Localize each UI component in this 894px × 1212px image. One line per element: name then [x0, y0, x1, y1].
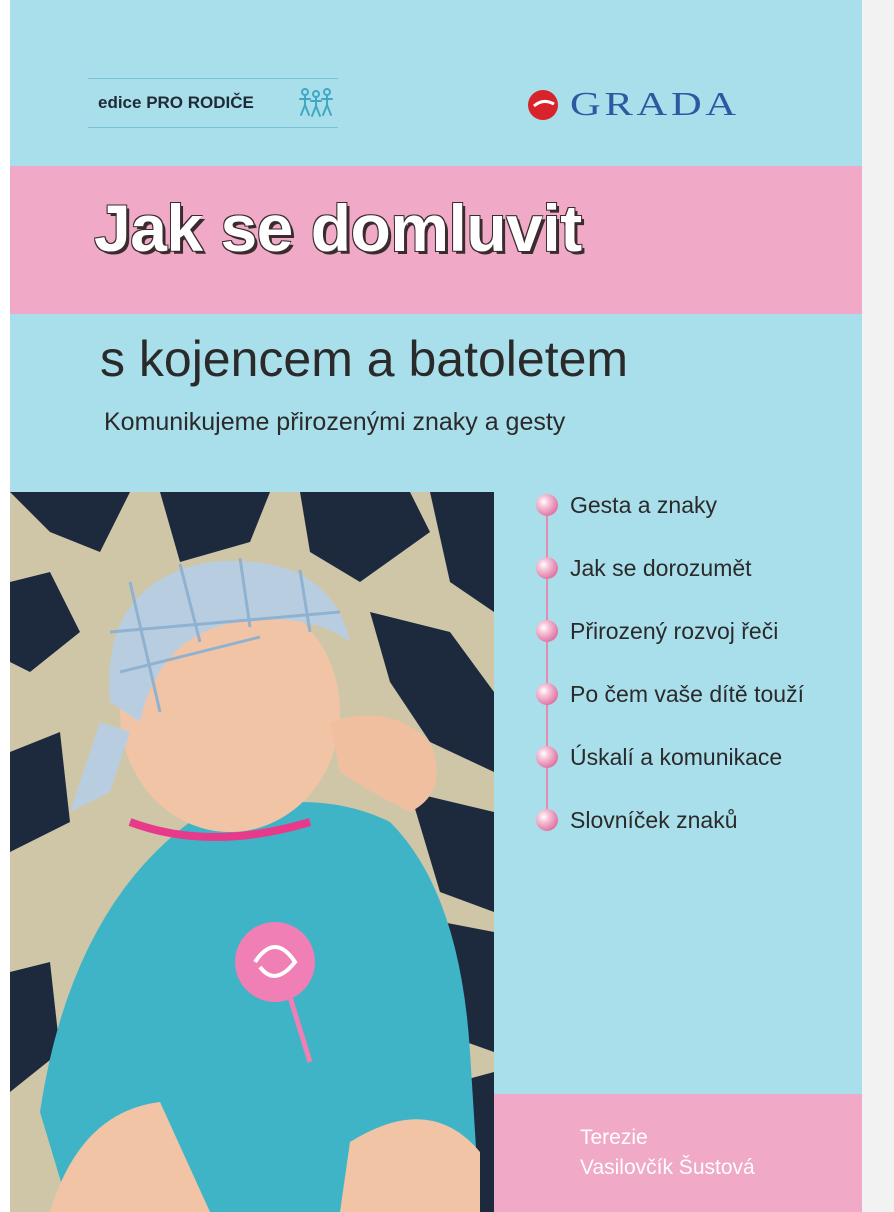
book-tagline: Komunikujeme přirozenými znaky a gesty [104, 408, 566, 436]
list-item [528, 675, 858, 715]
topic-label: Po čem vaše dítě touží [570, 681, 804, 707]
grada-mark-icon [526, 88, 562, 122]
book-subtitle: s kojencem a batoletem [100, 331, 629, 387]
list-item [528, 549, 858, 589]
topic-label: Jak se dorozumět [570, 555, 752, 581]
list-item [528, 612, 858, 652]
list-item [528, 738, 858, 778]
bullet-dot-icon [536, 494, 558, 516]
topic-label: Přirozený rozvoj řeči [570, 618, 779, 644]
bullet-dot-icon [536, 746, 558, 768]
list-item [528, 801, 858, 841]
title-band [10, 166, 862, 314]
series-label: edice PRO RODIČE [98, 93, 254, 112]
bullet-dot-icon [536, 683, 558, 705]
people-icon [298, 87, 334, 119]
book-cover [10, 0, 862, 1212]
topic-label: Gesta a znaky [570, 492, 718, 518]
author-first-name: Terezie [580, 1126, 648, 1149]
page-edge [862, 0, 894, 1212]
bullet-dot-icon [536, 557, 558, 579]
bullet-dot-icon [536, 620, 558, 642]
series-banner [88, 78, 338, 128]
publisher-logo [526, 84, 806, 124]
publisher-name: GRADA [570, 86, 740, 123]
cover-photo [10, 492, 494, 1212]
author-last-name: Vasilovčík Šustová [580, 1156, 755, 1179]
topics-list [528, 482, 858, 852]
bullet-dot-icon [536, 809, 558, 831]
book-title: Jak se domluvit [94, 191, 582, 265]
author-box [494, 1094, 862, 1212]
list-item [528, 486, 858, 526]
topic-label: Úskalí a komunikace [570, 744, 783, 770]
topic-label: Slovníček znaků [570, 807, 738, 833]
